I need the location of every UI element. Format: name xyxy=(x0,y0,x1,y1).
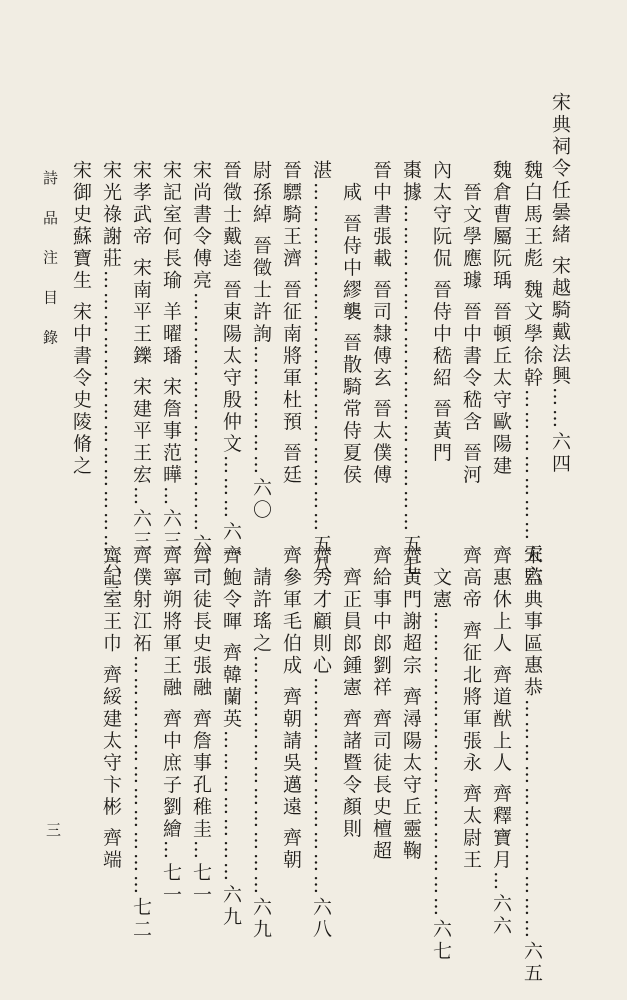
toc-entry: 齊僕射江祏……………………………七二 xyxy=(130,545,152,941)
toc-entry: 齊司徒長史張融 齊詹事孔稚圭…七一 xyxy=(190,545,212,907)
toc-entry: 湛…………………………………………五八 xyxy=(310,160,332,578)
toc-entry: 咸 晉侍中繆襲 晉散騎常侍夏侯 xyxy=(340,160,362,487)
toc-entry: 齊高帝 齊征北將軍張永 齊太尉王 xyxy=(460,545,482,872)
toc-entry: 齊鮑令暉 齊韓蘭英…………………六九 xyxy=(220,545,242,929)
toc-entry: 齊黃門謝超宗 齊潯陽太守丘靈鞠 xyxy=(400,545,422,863)
toc-entry: 文憲……………………………………六七 xyxy=(430,545,452,963)
toc-entry: 晉文學應璩 晉中書令嵇含 晉河 xyxy=(460,160,482,487)
toc-entry: 宋監典事區惠恭……………………………六五 xyxy=(521,545,543,985)
toc-entry: 齊惠休上人 齊道猷上人 齊釋寶月…六六 xyxy=(490,545,512,938)
toc-entry: 魏白馬王彪 魏文學徐幹…………………五六 xyxy=(521,160,543,588)
toc-entry: 宋尚書令傅亮……………………………六二 xyxy=(190,160,212,578)
toc-entry: 宋孝武帝 宋南平王鑠 宋建平王宏…六三 xyxy=(130,160,152,553)
toc-entry: 晉驃騎王濟 晉征南將軍杜預 晉廷 xyxy=(280,160,302,487)
toc-entry: 齊記室王巾 齊綏建太守卞彬 齊端 xyxy=(100,545,122,872)
toc-entry: 齊秀才顧則心…………………………六八 xyxy=(310,545,332,941)
page-number: 三 xyxy=(44,822,62,837)
toc-entry: 宋光祿謝莊…………………………………六三 xyxy=(100,160,122,600)
toc-entry: 晉徵士戴逵 晉東陽太守殷仲文………六一 xyxy=(220,160,242,566)
toc-entry: 宋典祠令任曇緒 宋越騎戴法興……六四 xyxy=(549,92,571,476)
toc-entry: 棗據………………………………………五七 xyxy=(400,160,422,578)
toc-entry: 齊正員郎鍾憲 齊諸暨令顏則 xyxy=(340,545,362,841)
toc-entry: 宋記室何長瑜 羊曜璠 宋詹事范曄…六三 xyxy=(160,160,182,553)
toc-entry: 宋御史蘇寶生 宋中書令史陵脩之 xyxy=(70,160,92,478)
toc-entry: 齊參軍毛伯成 齊朝請吳邁遠 齊朝 xyxy=(280,545,302,872)
toc-entry: 晉中書張載 晉司隸傅玄 晉太僕傅 xyxy=(370,160,392,487)
toc-entry: 尉孫綽 晉徵士許詢………………六〇 xyxy=(250,160,272,522)
running-head: 詩 品 注 目 錄 xyxy=(41,170,59,355)
toc-entry: 齊給事中郎劉祥 齊司徒長史檀超 xyxy=(370,545,392,863)
toc-entry: 齊寧朔將軍王融 齊中庶子劉繪…七一 xyxy=(160,545,182,907)
toc-entry: 內太守阮侃 晉侍中嵇紹 晉黃門 xyxy=(430,160,452,465)
toc-entry: 請許瑤之……………………………六九 xyxy=(250,545,272,941)
toc-entry: 魏倉曹屬阮瑀 晉頓丘太守歐陽建 xyxy=(490,160,512,478)
